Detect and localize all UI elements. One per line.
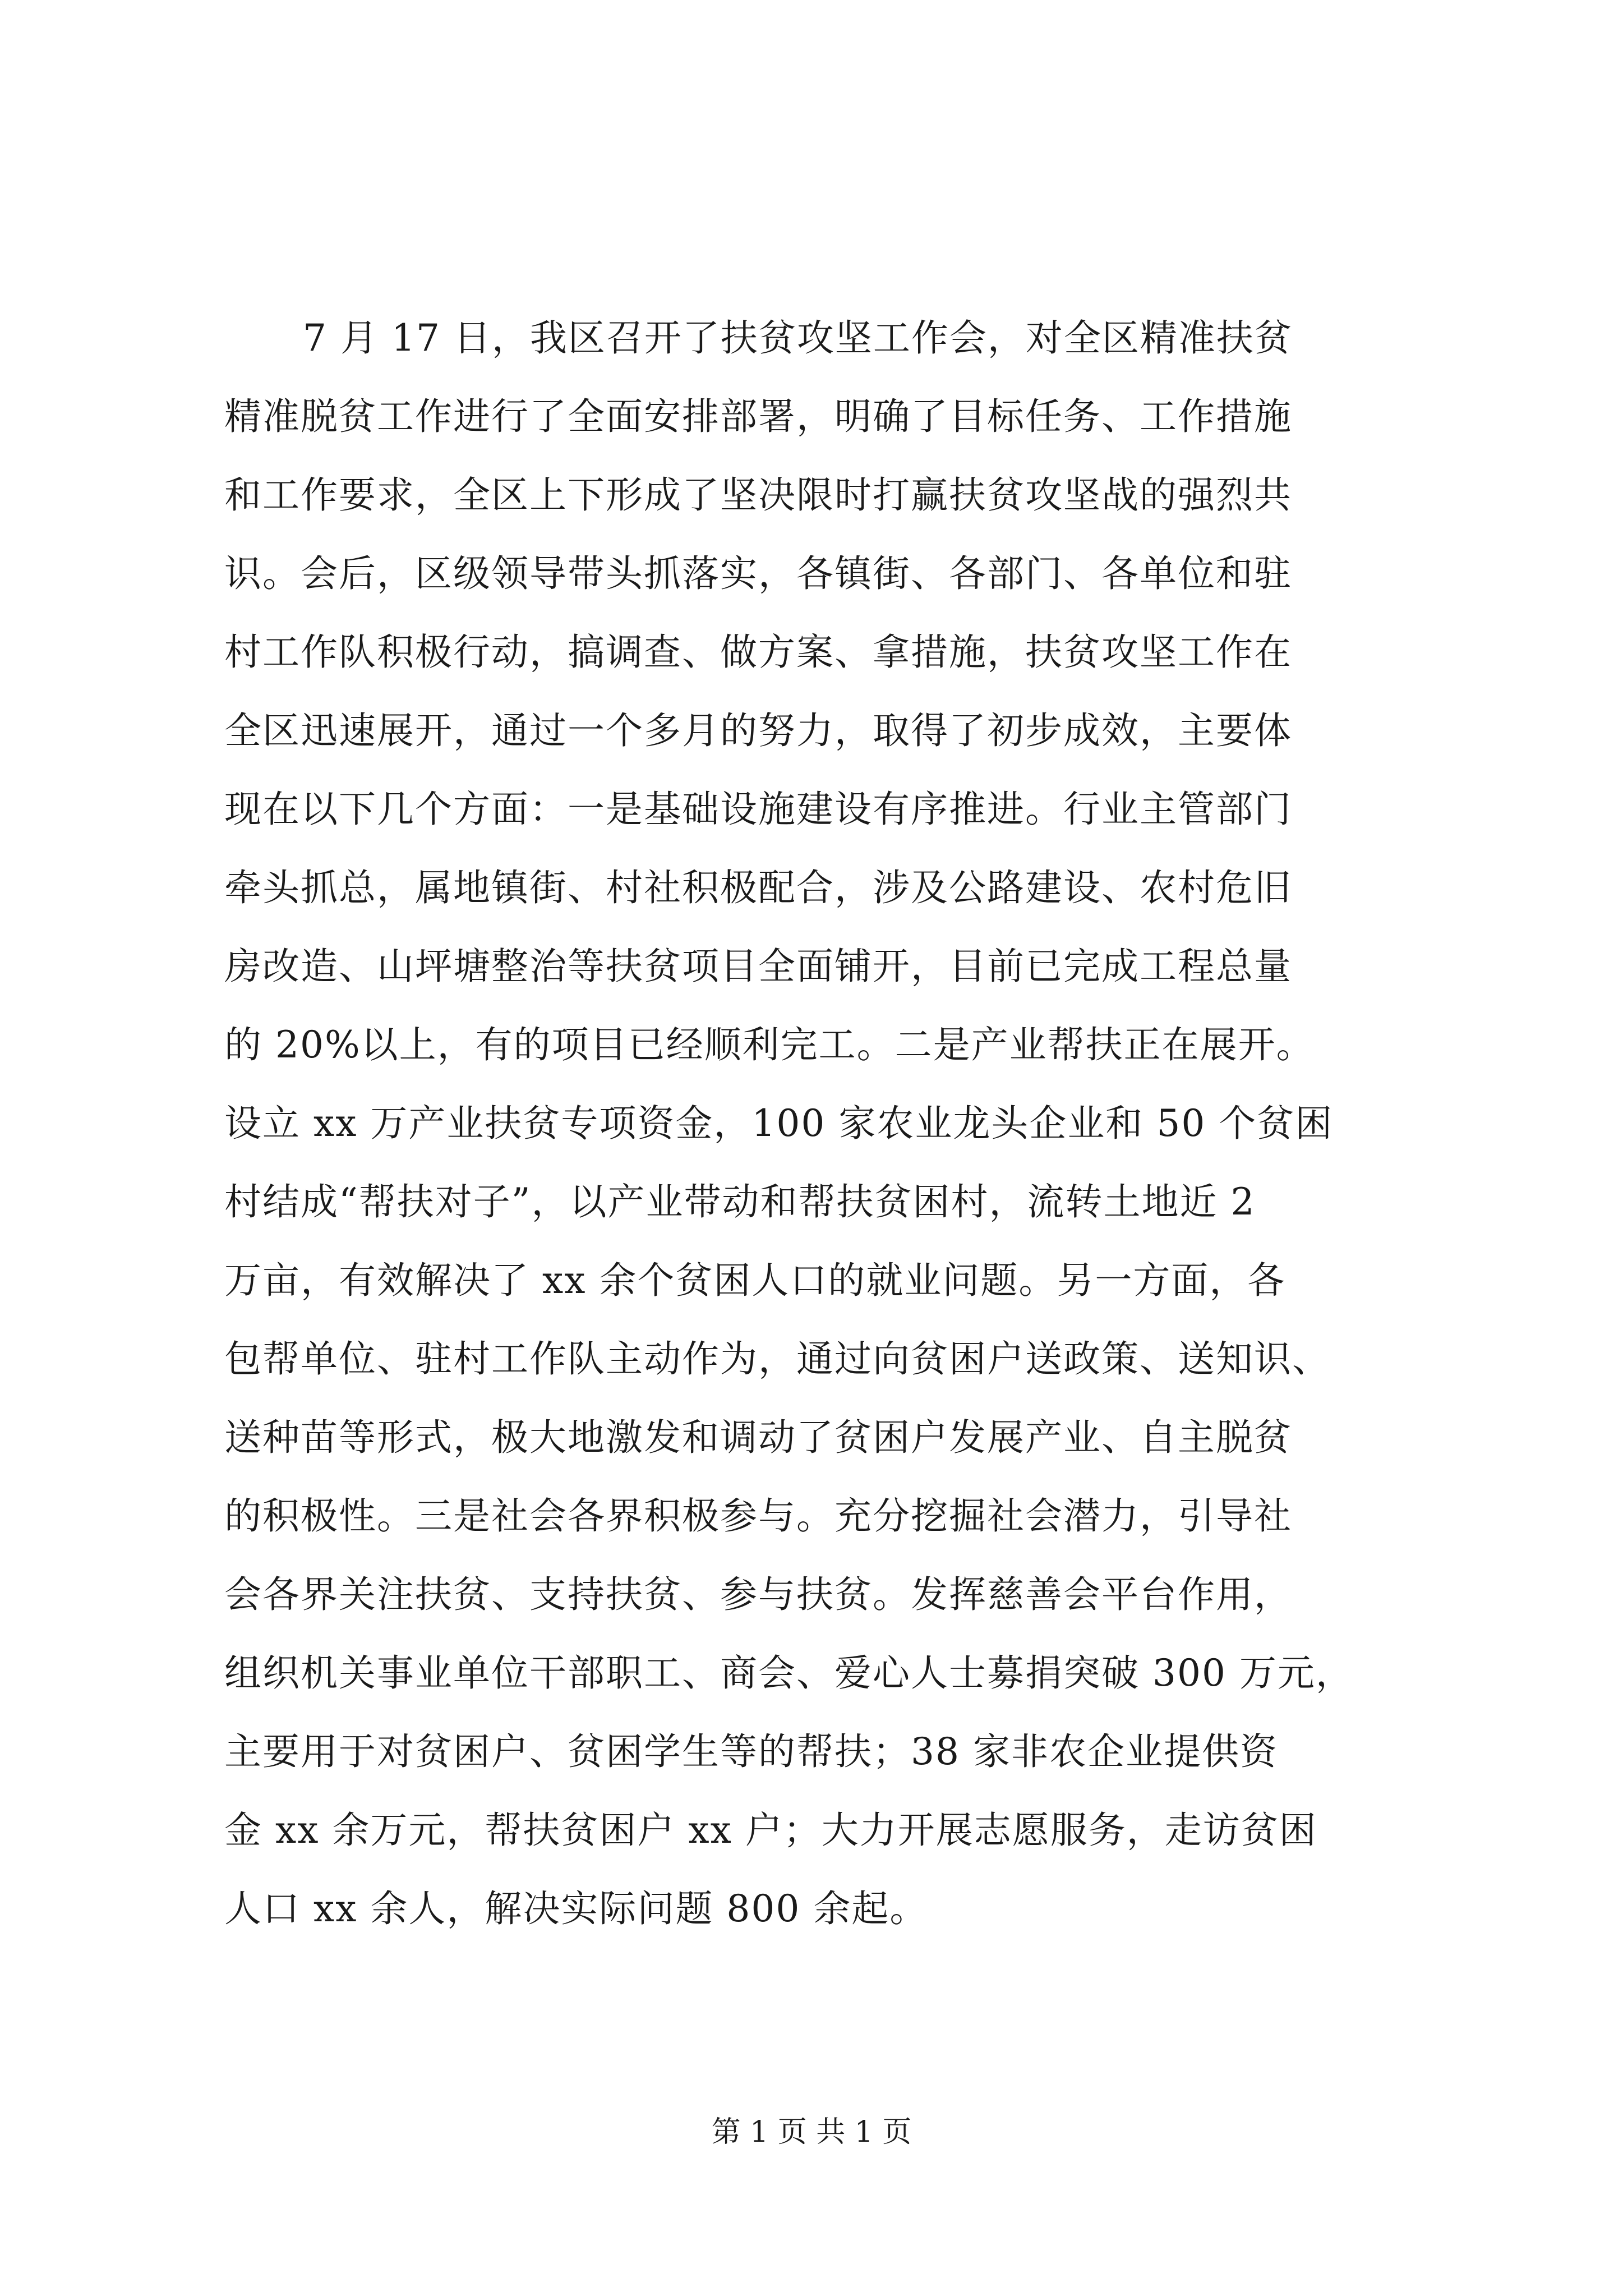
page-footer: 第 1 页 共 1 页 — [711, 2115, 912, 2149]
paragraph-line: 人口 xx 余人，解决实际问题 800 余起。 — [224, 1887, 928, 1930]
paragraph-line: 的 20%以上，有的项目已经顺利完工。二是产业帮扶正在展开。 — [224, 1023, 1315, 1066]
paragraph-line: 村结成“帮扶对子”，以产业带动和帮扶贫困村，流转土地近 2 — [224, 1180, 1256, 1223]
paragraph-line: 设立 xx 万产业扶贫专项资金，100 家农业龙头企业和 50 个贫困 — [224, 1102, 1334, 1145]
paragraph-line: 现在以下几个方面：一是基础设施建设有序推进。行业主管部门 — [224, 788, 1292, 831]
paragraph-line: 识。会后，区级领导带头抓落实，各镇街、各部门、各单位和驻 — [224, 552, 1292, 595]
paragraph-line: 和工作要求，全区上下形成了坚决限时打赢扶贫攻坚战的强烈共 — [224, 473, 1292, 517]
paragraph-line: 7 月 17 日，我区召开了扶贫攻坚工作会，对全区精准扶贫 — [303, 316, 1293, 360]
paragraph-line: 的积极性。三是社会各界积极参与。充分挖掘社会潜力，引导社 — [224, 1494, 1292, 1538]
paragraph-line: 金 xx 余万元，帮扶贫困户 xx 户；大力开展志愿服务，走访贫困 — [224, 1809, 1317, 1852]
paragraph-line: 主要用于对贫困户、贫困学生等的帮扶；38 家非农企业提供资 — [224, 1730, 1278, 1773]
paragraph-line: 牵头抓总，属地镇街、村社积极配合，涉及公路建设、农村危旧 — [224, 866, 1292, 909]
paragraph-line: 送种苗等形式，极大地激发和调动了贫困户发展产业、自主脱贫 — [224, 1416, 1292, 1459]
paragraph-line: 组织机关事业单位干部职工、商会、爱心人士募捐突破 300 万元， — [224, 1651, 1354, 1695]
paragraph-line: 包帮单位、驻村工作队主动作为，通过向贫困户送政策、送知识、 — [224, 1337, 1330, 1381]
paragraph-line: 房改造、山坪塘整治等扶贫项目全面铺开，目前已完成工程总量 — [224, 945, 1292, 988]
paragraph-line: 万亩，有效解决了 xx 余个贫困人口的就业问题。另一方面，各 — [224, 1259, 1286, 1302]
paragraph-line: 全区迅速展开，通过一个多月的努力，取得了初步成效，主要体 — [224, 709, 1292, 752]
paragraph-line: 村工作队积极行动，搞调查、做方案、拿措施，扶贫攻坚工作在 — [224, 631, 1292, 674]
paragraph-line: 会各界关注扶贫、支持扶贫、参与扶贫。发挥慈善会平台作用， — [224, 1573, 1292, 1616]
paragraph-line: 精准脱贫工作进行了全面安排部署，明确了目标任务、工作措施 — [224, 395, 1292, 438]
